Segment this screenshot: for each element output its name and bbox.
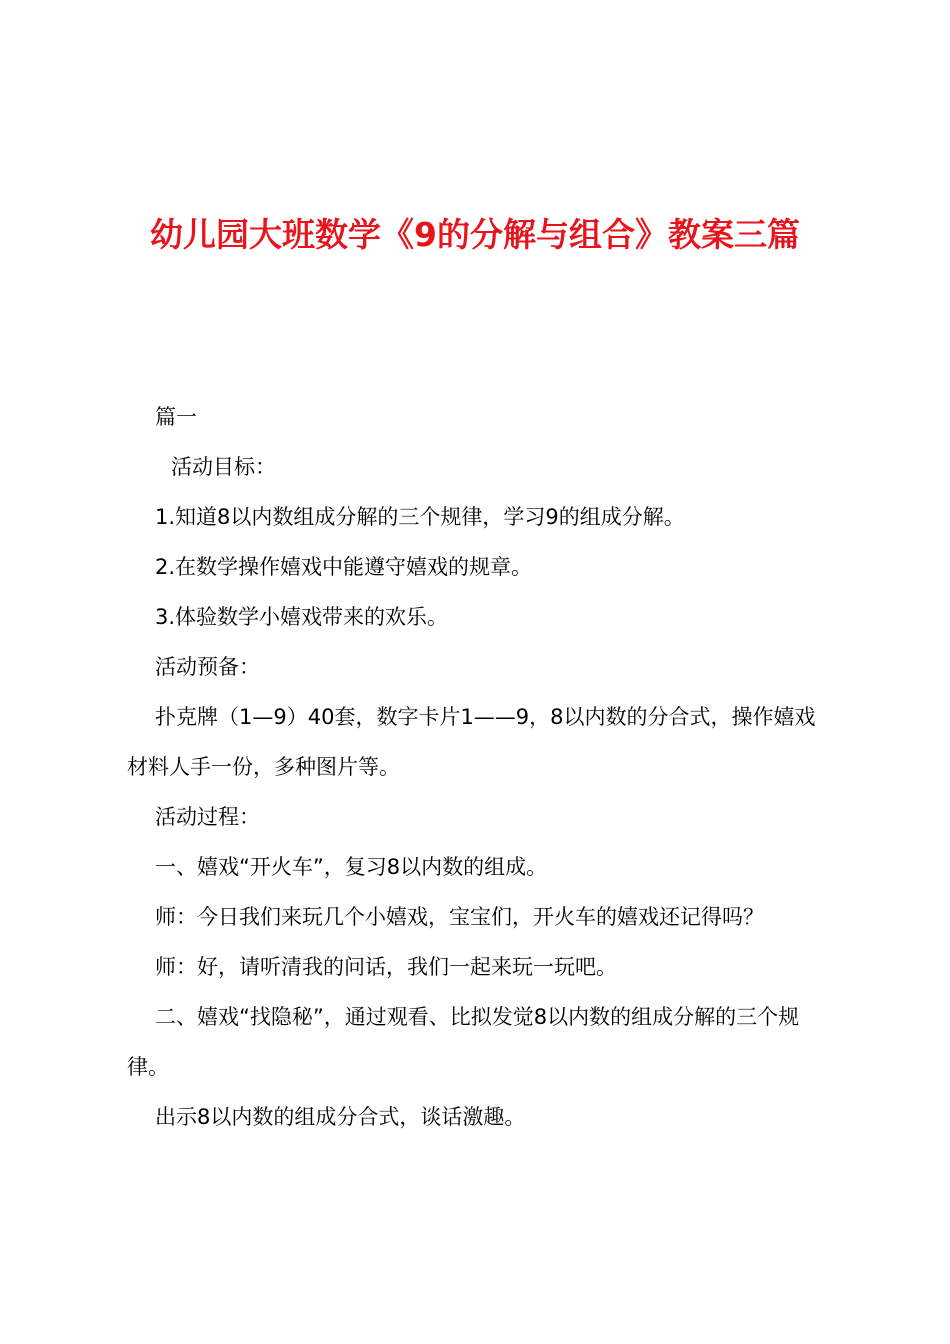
objective-item: 3.体验数学小嬉戏带来的欢乐。 — [155, 605, 449, 629]
document-title: 幼儿园大班数学《9的分解与组合》教案三篇 — [150, 215, 800, 254]
process-step: 二、嬉戏“找隐秘”，通过观看、比拟发觉8以内数的组成分解的三个规律。 — [127, 1005, 800, 1079]
section-heading: 篇一 — [155, 405, 197, 429]
process-step: 一、嬉戏“开火车”，复习8以内数的组成。 — [155, 855, 548, 879]
document-body — [127, 392, 833, 1142]
subheading-process: 活动过程： — [155, 805, 260, 829]
objective-item: 2.在数学操作嬉戏中能遵守嬉戏的规章。 — [155, 555, 533, 579]
preparation-paragraph: 扑克牌（1—9）40套，数字卡片1——9，8以内数的分合式，操作嬉戏材料人手一份，多种图片等。 — [127, 705, 816, 779]
objective-item: 1.知道8以内数组成分解的三个规律，学习9的组成分解。 — [155, 505, 685, 529]
subheading-preparation: 活动预备： — [155, 655, 260, 679]
process-paragraph: 出示8以内数的组成分合式，谈话激趣。 — [155, 1105, 526, 1129]
teacher-line: 师：今日我们来玩几个小嬉戏，宝宝们，开火车的嬉戏还记得吗？ — [155, 905, 764, 929]
teacher-line: 师：好，请听清我的问话，我们一起来玩一玩吧。 — [155, 955, 617, 979]
subheading-objectives: 活动目标： — [171, 455, 276, 479]
